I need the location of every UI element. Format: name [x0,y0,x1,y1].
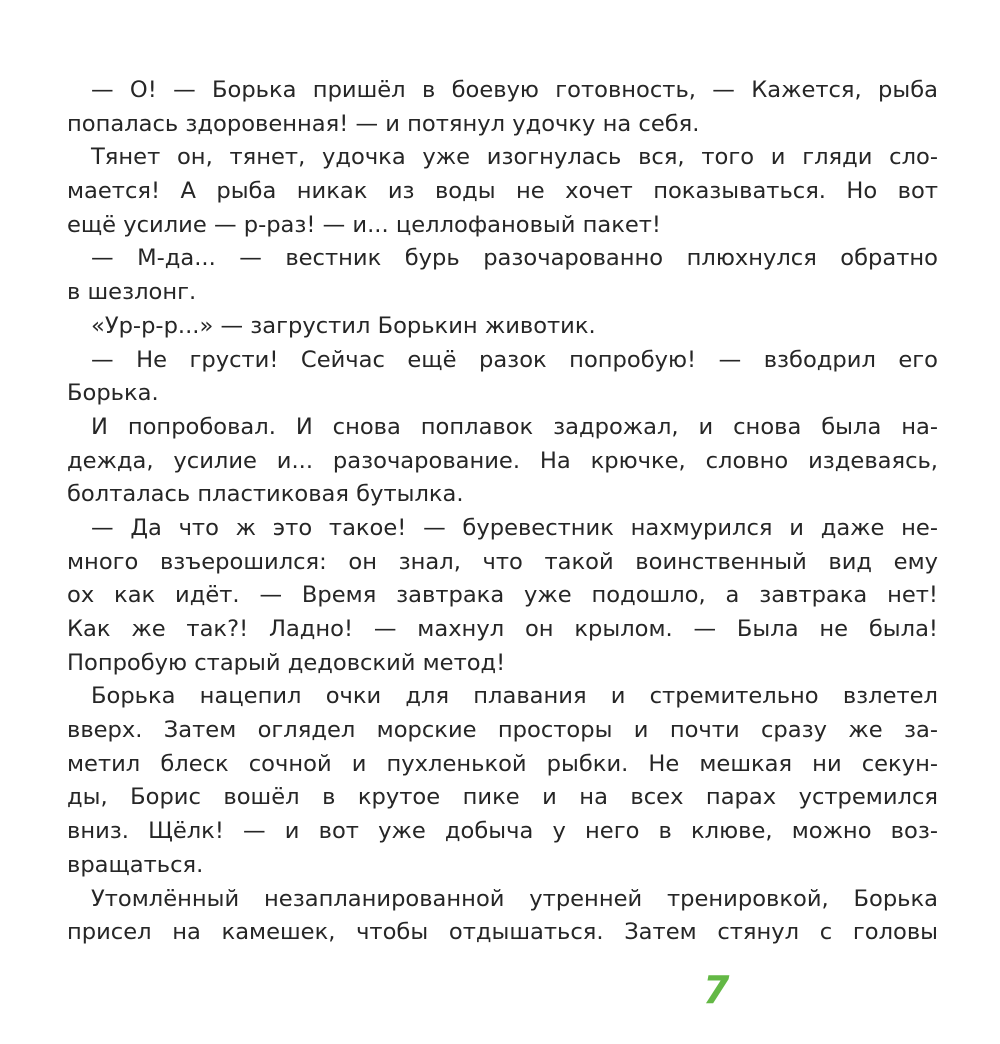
text-line: Тянет он, тянет, удочка уже изогнулась вся, того и гляди сло- [91,144,938,171]
text-line: дежда, усилие и... разочарование. На крючке, словно издеваясь, [67,447,938,474]
text-line: метил блеск сочной и пухленькой рыбки. Не мешкая ни секун- [67,750,938,777]
text-line: Как же так?! Ладно! — махнул он крылом. — Была не была! [67,616,938,642]
text-line: ды, Борис вошёл в крутое пике и на всех парах устремился [67,784,938,811]
text-line: И попробовал. И снова поплавок задрожал, и снова была на- [91,413,938,440]
text-line: Борька. [67,380,159,407]
text-line: — Не грусти! Сейчас ещё разок попробую! — взбодрил его [91,346,938,373]
text-line: вращаться. [67,851,204,878]
body-text [67,74,938,950]
text-line: вверх. Затем оглядел морские просторы и почти сразу же за- [67,717,938,744]
text-line: — Да что ж это такое! — буревестник нахмурился и даже не- [91,514,938,541]
text-line: Утомлённый незапланированной утренней тренировкой, Борька [91,885,938,912]
text-line: — О! — Борька пришёл в боевую готовность, — Кажется, рыба [91,77,938,103]
text-line: Борька нацепил очки для плавания и стремительно взлетел [91,683,938,710]
text-line: присел на камешек, чтобы отдышаться. Затем стянул с головы [67,919,938,946]
text-line: много взъерошился: он знал, что такой воинственный вид ему [67,548,938,575]
text-line: ох как идёт. — Время завтрака уже подошло, а завтрака нет! [67,582,938,609]
text-line: вниз. Щёлк! — и вот уже добыча у него в клюве, можно воз- [67,818,938,845]
text-line: «Ур-р-р...» — загрустил Борькин животик. [91,312,596,339]
text-line: ещё усилие — р-раз! — и... целлофановый пакет! [67,211,661,238]
text-line: Попробую старый дедовский метод! [67,649,506,676]
text-line: попалась здоровенная! — и потянул удочку на себя. [67,110,700,137]
text-line: мается! А рыба никак из воды не хочет показываться. Но вот [67,178,938,205]
page-number: 7 [703,968,730,1012]
text-line: в шезлонг. [67,279,197,306]
text-line: болталась пластиковая бутылка. [67,481,464,508]
text-line: — М-да... — вестник бурь разочарованно плюхнулся обратно [91,245,938,272]
